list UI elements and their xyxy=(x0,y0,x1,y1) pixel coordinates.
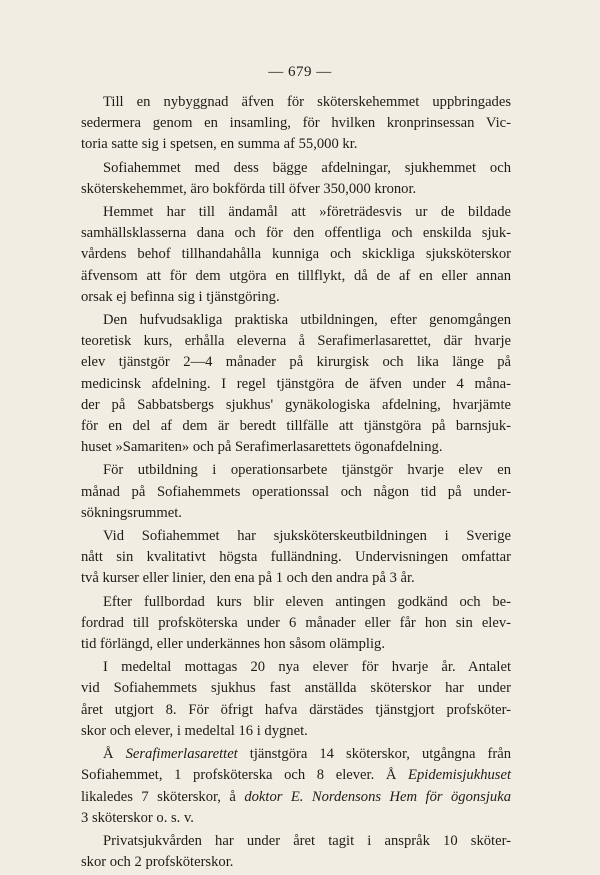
text-line: I medeltal mottagas 20 nya elever för hvarje år. Antalet xyxy=(103,659,511,676)
page-number: — 679 — xyxy=(268,64,332,80)
paragraph xyxy=(81,592,511,656)
text-line: medicinsk afdelning. I regel tjänstgöra de äfven under 4 måna- xyxy=(81,375,511,392)
paragraph xyxy=(81,92,511,156)
text-line: sedermera genom en insamling, för hvilken kronprinsessan Vic- xyxy=(81,115,511,132)
paragraph xyxy=(81,310,511,458)
text-run: tjänstgöra 14 sköterskor, utgångna från xyxy=(237,746,511,763)
text-line xyxy=(81,744,511,765)
text-run: 3 sköterskor o. s. v. xyxy=(81,809,194,826)
text-line: året utgjort 8. För öfrigt hafva därstädes tjänstgjort profsköter- xyxy=(81,701,511,718)
text-line: orsak ej befinna sig i tjänstgöring. xyxy=(81,288,280,305)
text-line: teoretisk kurs, erhålla eleverna å Serafimerlasarettet, där hvarje xyxy=(81,333,511,350)
text-line: vid Sofiahemmets sjukhus fast anställda sköterskor har under xyxy=(81,680,511,697)
paragraph xyxy=(81,831,511,873)
text-line xyxy=(81,765,511,786)
text-line: vårdens behof tillhandahålla kunniga och skickliga sjuksköterskor xyxy=(81,246,511,263)
text-line: För utbildning i operationsarbete tjänstgör hvarje elev en xyxy=(103,462,511,479)
text-line xyxy=(81,808,511,829)
text-line: elev tjänstgör 2—4 månader på kirurgisk och lika länge på xyxy=(81,354,511,371)
italic-text-run: doktor E. Nordensons Hem för ögonsjuka xyxy=(244,788,511,805)
text-line: nått sin kvalitativt högsta fulländning. Undervisningen omfattar xyxy=(81,549,511,566)
paragraph xyxy=(81,460,511,524)
text-line: skor och 2 profsköterskor. xyxy=(81,854,234,871)
text-line: Den hufvudsakliga praktiska utbildningen, efter genomgången xyxy=(103,312,511,329)
text-line: sköterskehemmet, äro bokförda till öfver 350,000 kronor. xyxy=(81,180,417,197)
text-run: likaledes 7 sköterskor, å xyxy=(81,788,245,805)
text-line: fordrad till profsköterska under 6 månader eller får hon sin elev- xyxy=(81,614,511,631)
text-line: skor och elever, i medeltal 16 i dygnet. xyxy=(81,722,308,739)
text-line: sökningsrummet. xyxy=(81,504,182,521)
text-line: samhällsklasserna dana och för den offentliga och enskilda sjuk- xyxy=(81,225,511,242)
text-line: huset »Samariten» och på Serafimerlasarettets ögonafdelning. xyxy=(81,439,443,456)
text-line: Sofiahemmet med dess bägge afdelningar, sjukhemmet och xyxy=(103,159,511,176)
text-line: Vid Sofiahemmet har sjuksköterskeutbildningen i Sverige xyxy=(103,528,511,545)
text-line: Hemmet har till ändamål att »företrädesvis ur de bildade xyxy=(103,204,511,221)
text-line: Till en nybyggnad äfven för sköterskehemmet uppbringades xyxy=(103,94,511,110)
text-line xyxy=(81,787,511,808)
body-text xyxy=(81,92,511,875)
text-run: Å xyxy=(103,746,126,763)
text-line: två kurser eller linier, den ena på 1 och den andra på 3 år. xyxy=(81,570,415,587)
paragraph xyxy=(81,526,511,590)
paragraph xyxy=(81,744,511,829)
text-line: toria satte sig i spetsen, en summa af 55,000 kr. xyxy=(81,136,358,153)
text-line: för en del af dem är beredt tillfälle att tjänstgöra på barnsjuk- xyxy=(81,418,511,435)
text-line: der på Sabbatsbergs sjukhus' gynäkologiska afdelning, hvarjämte xyxy=(81,396,511,413)
text-run: Sofiahemmet, 1 profsköterska och 8 elever. Å xyxy=(81,767,409,784)
text-line: månad på Sofiahemmets operationssal och någon tid på under- xyxy=(81,483,511,500)
italic-text-run: Serafimerlasarettet xyxy=(125,746,238,763)
italic-text-run: Epidemisjukhuset xyxy=(408,767,511,784)
paragraph xyxy=(81,657,511,742)
paragraph xyxy=(81,202,511,308)
text-line: Efter fullbordad kurs blir eleven antingen godkänd och be- xyxy=(103,593,511,610)
text-line: Privatsjukvården har under året tagit i anspråk 10 sköter- xyxy=(103,832,511,849)
text-line: tid förlängd, eller underkännes hon såsom olämplig. xyxy=(81,636,385,653)
text-line: äfvensom att för dem utgöra en tillflykt, då de af en eller annan xyxy=(81,267,511,284)
paragraph xyxy=(81,158,511,200)
